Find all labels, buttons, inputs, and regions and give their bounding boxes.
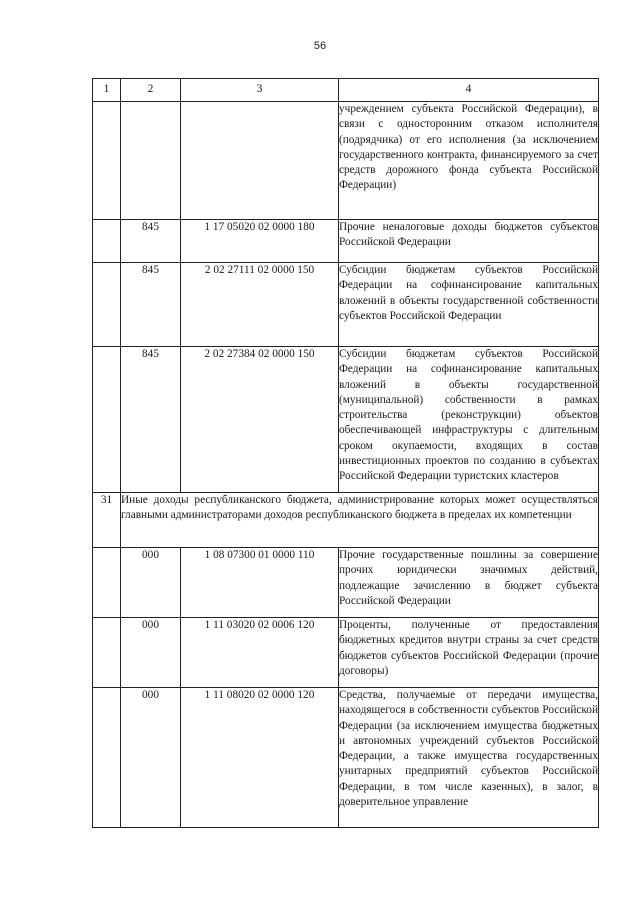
table-row	[93, 618, 599, 688]
table-row	[93, 548, 599, 618]
row-number	[93, 347, 121, 493]
revenue-description: Субсидии бюджетам субъектов Российской Федерации на софинансирование капитальных вложений в объекты государственной (муниципальной) собственности в рамках строительства (реконструкции) объектов обеспечивающей инфраструктуры с длительным сроком окупаемости, входящих в состав инвестиционных проектов по созданию в субъектах Российской Федерации туристских кластеров	[339, 347, 599, 493]
section-number: 31	[93, 493, 121, 548]
page-number: 56	[313, 40, 327, 52]
revenue-code: 2 02 27384 02 0000 150	[181, 347, 339, 493]
admin-code: 000	[121, 548, 181, 618]
revenue-description: Прочие государственные пошлины за совершение прочих юридически значимых действий, подлежащие зачислению в бюджет субъекта Российской Федерации	[339, 548, 599, 618]
table-row	[93, 220, 599, 263]
header-col-1: 1	[93, 79, 121, 102]
admin-code: 845	[121, 220, 181, 263]
revenue-code: 1 11 03020 02 0006 120	[181, 618, 339, 688]
row-number	[93, 618, 121, 688]
admin-code: 845	[121, 263, 181, 347]
row-number	[93, 102, 121, 220]
revenue-code: 1 11 08020 02 0000 120	[181, 688, 339, 828]
section-title: Иные доходы республиканского бюджета, администрирование которых может осуществляться главными администраторами доходов республиканского бюджета в пределах их компетенции	[121, 493, 599, 548]
revenue-code: 1 08 07300 01 0000 110	[181, 548, 339, 618]
admin-code: 000	[121, 688, 181, 828]
admin-code: 000	[121, 618, 181, 688]
section-row	[93, 493, 599, 548]
table-row	[93, 347, 599, 493]
table-row	[93, 102, 599, 220]
revenue-description: учреждением субъекта Российской Федерации), в связи с односторонним отказом исполнителя (подрядчика) от его исполнения (за исключением государственного контракта, финансируемого за счет средств дорожного фонда субъекта Российской Федерации)	[339, 102, 599, 220]
revenue-description: Проценты, полученные от предоставления бюджетных кредитов внутри страны за счет средств бюджетов субъектов Российской Федерации (прочие договоры)	[339, 618, 599, 688]
admin-code: 845	[121, 347, 181, 493]
row-number	[93, 263, 121, 347]
header-col-3: 3	[181, 79, 339, 102]
revenue-code: 1 17 05020 02 0000 180	[181, 220, 339, 263]
row-number	[93, 220, 121, 263]
revenue-code	[181, 102, 339, 220]
table-header-row	[93, 79, 599, 102]
revenue-description: Прочие неналоговые доходы бюджетов субъектов Российской Федерации	[339, 220, 599, 263]
header-col-2: 2	[121, 79, 181, 102]
revenue-description: Субсидии бюджетам субъектов Российской Федерации на софинансирование капитальных вложений в объекты государственной собственности субъектов Российской Федерации	[339, 263, 599, 347]
row-number	[93, 688, 121, 828]
table-row	[93, 263, 599, 347]
revenue-table	[92, 78, 599, 828]
revenue-description: Средства, получаемые от передачи имущества, находящегося в собственности субъектов Российской Федерации (за исключением имущества бюджетных и автономных учреждений субъектов Российской Федерации, а также имущества государственных унитарных предприятий субъектов Российской Федерации, в том числе казенных), в залог, в доверительное управление	[339, 688, 599, 828]
admin-code	[121, 102, 181, 220]
row-number	[93, 548, 121, 618]
revenue-code: 2 02 27111 02 0000 150	[181, 263, 339, 347]
header-col-4: 4	[339, 79, 599, 102]
table-row	[93, 688, 599, 828]
